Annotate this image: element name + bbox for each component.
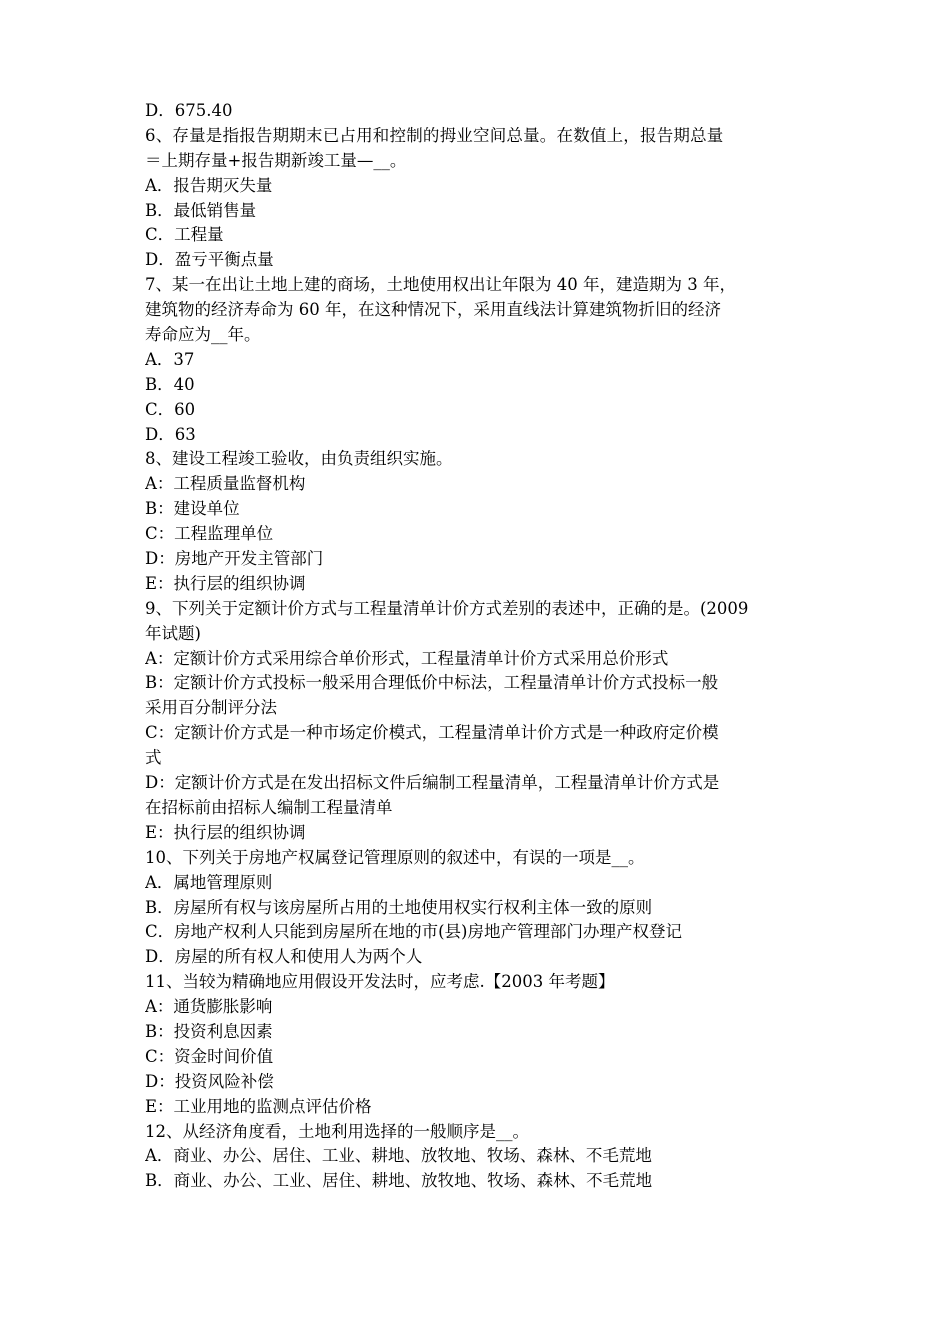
option-text: D．房屋的所有权人和使用人为两个人 xyxy=(145,947,423,967)
option-text-cont: 式 xyxy=(145,748,162,768)
option-text: A：通货膨胀影响 xyxy=(145,997,273,1017)
option-text: B．商业、办公、工业、居住、耕地、放牧地、牧场、森林、不毛荒地 xyxy=(145,1171,653,1191)
option-text: B．房屋所有权与该房屋所占用的土地使用权实行权利主体一致的原则 xyxy=(145,897,653,917)
question-8-text: 8、建设工程竣工验收，由负责组织实施。 xyxy=(145,449,453,469)
question-7-text-cont: 寿命应为__年。 xyxy=(145,325,261,345)
option-text: A．商业、办公、居住、工业、耕地、放牧地、牧场、森林、不毛荒地 xyxy=(145,1146,652,1166)
option-text: B：建设单位 xyxy=(145,499,240,519)
option-text: A．37 xyxy=(145,349,195,369)
option-text: E：工业用地的监测点评估价格 xyxy=(145,1096,372,1116)
option-text: B：投资利息因素 xyxy=(145,1021,273,1041)
option-text: E：执行层的组织协调 xyxy=(145,573,306,593)
question-9-text-cont: 年试题) xyxy=(145,623,201,643)
document-page xyxy=(145,99,810,1194)
option-text: D：投资风险补偿 xyxy=(145,1071,274,1091)
question-10-text: 10、下列关于房地产权属登记管理原则的叙述中，有误的一项是__。 xyxy=(145,847,645,867)
question-6-text-cont: ＝上期存量+报告期新竣工量—__。 xyxy=(145,150,407,170)
question-7-text-cont: 建筑物的经济寿命为 60 年，在这种情况下，采用直线法计算建筑物折旧的经济 xyxy=(145,300,721,320)
option-text: C．房地产权利人只能到房屋所在地的市(县)房地产管理部门办理产权登记 xyxy=(145,922,682,942)
option-text: C：资金时间价值 xyxy=(145,1046,274,1066)
option-text: A：工程质量监督机构 xyxy=(145,474,306,494)
option-text: E：执行层的组织协调 xyxy=(145,822,306,842)
option-text: A．属地管理原则 xyxy=(145,872,273,892)
question-7-text: 7、某一在出让土地上建的商场，土地使用权出让年限为 40 年，建造期为 3 年， xyxy=(145,275,736,295)
question-6-text: 6、存量是指报告期期末已占用和控制的拇业空间总量。在数值上，报告期总量 xyxy=(145,125,724,145)
option-text: D．盈亏平衡点量 xyxy=(145,250,274,270)
question-11-text: 11、当较为精确地应用假设开发法时，应考虑.【2003 年考题】 xyxy=(145,972,615,992)
option-text: D．675.40 xyxy=(145,101,233,120)
option-text: B．最低销售量 xyxy=(145,200,257,220)
option-text: D：定额计价方式是在发出招标文件后编制工程量清单，工程量清单计价方式是 xyxy=(145,773,720,793)
option-text: D：房地产开发主管部门 xyxy=(145,549,324,569)
option-text: C．60 xyxy=(145,399,196,419)
option-text: A：定额计价方式采用综合单价形式，工程量清单计价方式采用总价形式 xyxy=(145,648,669,668)
option-text-cont: 在招标前由招标人编制工程量清单 xyxy=(145,797,393,817)
option-text: C：工程监理单位 xyxy=(145,524,274,544)
option-text: C：定额计价方式是一种市场定价模式，工程量清单计价方式是一种政府定价模 xyxy=(145,723,719,743)
option-text: C．工程量 xyxy=(145,225,224,245)
option-text: B．40 xyxy=(145,374,195,394)
question-12-text: 12、从经济角度看，土地利用选择的一般顺序是__。 xyxy=(145,1121,529,1141)
option-text: D．63 xyxy=(145,424,196,444)
option-text: B：定额计价方式投标一般采用合理低价中标法，工程量清单计价方式投标一般 xyxy=(145,673,719,693)
option-text-cont: 采用百分制评分法 xyxy=(145,698,277,718)
question-9-text: 9、下列关于定额计价方式与工程量清单计价方式差别的表述中，正确的是。(2009 xyxy=(145,598,749,618)
option-text: A．报告期灭失量 xyxy=(145,175,273,195)
